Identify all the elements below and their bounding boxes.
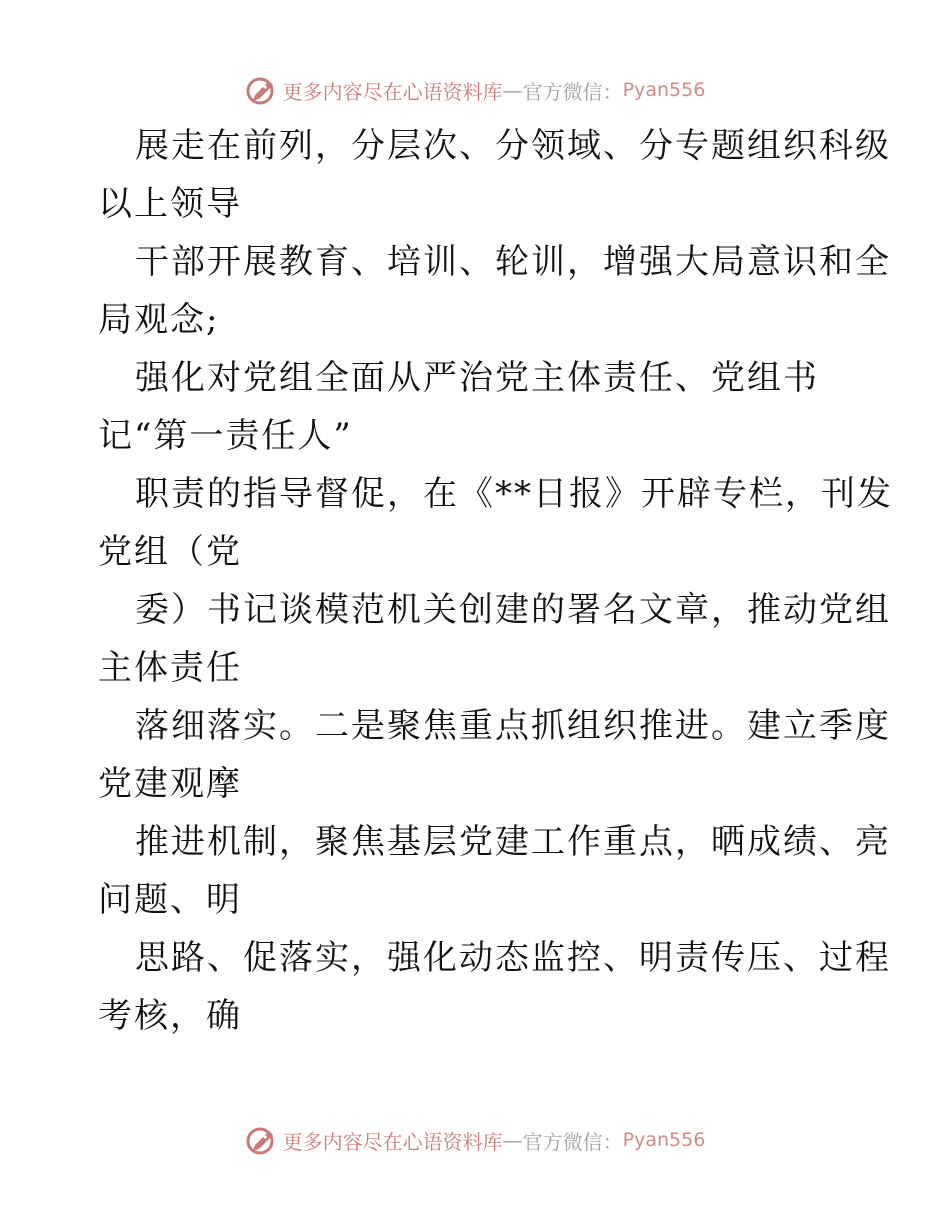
text-line: 职责的指导督促，在《**日报》开辟专栏，刊发 [135, 474, 893, 514]
watermark-separator: — [502, 78, 523, 102]
text-line: 干部开展教育、培训、轮训，增强大局意识和全 [135, 242, 891, 282]
text-line: 思路、促落实，强化动态监控、明责传压、过程 [135, 938, 891, 978]
text-line: 党组（党 [98, 532, 242, 572]
text-line: 委）书记谈模范机关创建的署名文章，推动党组 [135, 590, 891, 630]
watermark-text: 更多内容尽在心语资料库 [282, 1129, 503, 1154]
watermark-official-label: 官方微信： [522, 1129, 623, 1154]
text-line: 考核，确 [98, 996, 242, 1036]
footer-watermark [0, 1120, 950, 1160]
text-line: 局观念; [98, 300, 220, 340]
text-line: 主体责任 [98, 648, 242, 688]
text-line: 党建观摩 [98, 764, 242, 804]
watermark-separator: — [502, 1128, 523, 1152]
watermark-text: 更多内容尽在心语资料库 [282, 79, 503, 104]
watermark-wechat-id: Pyan556 [622, 79, 706, 101]
text-line: 强化对党组全面从严治党主体责任、党组书 [135, 358, 819, 398]
watermark-wechat-id: Pyan556 [622, 1129, 706, 1151]
pen-nib-logo-icon [245, 73, 279, 107]
watermark-official-label: 官方微信： [522, 79, 623, 104]
text-line: 记“第一责任人” [98, 416, 353, 456]
pen-nib-logo-icon [245, 1123, 279, 1157]
text-line: 落细落实。二是聚焦重点抓组织推进。建立季度 [135, 706, 891, 746]
text-line: 以上领导 [98, 184, 242, 224]
document-body [98, 117, 893, 1045]
text-line: 问题、明 [98, 880, 242, 920]
text-line: 展走在前列，分层次、分领域、分专题组织科级 [135, 126, 891, 166]
text-line: 推进机制，聚焦基层党建工作重点，晒成绩、亮 [135, 822, 891, 862]
header-watermark [0, 70, 950, 110]
